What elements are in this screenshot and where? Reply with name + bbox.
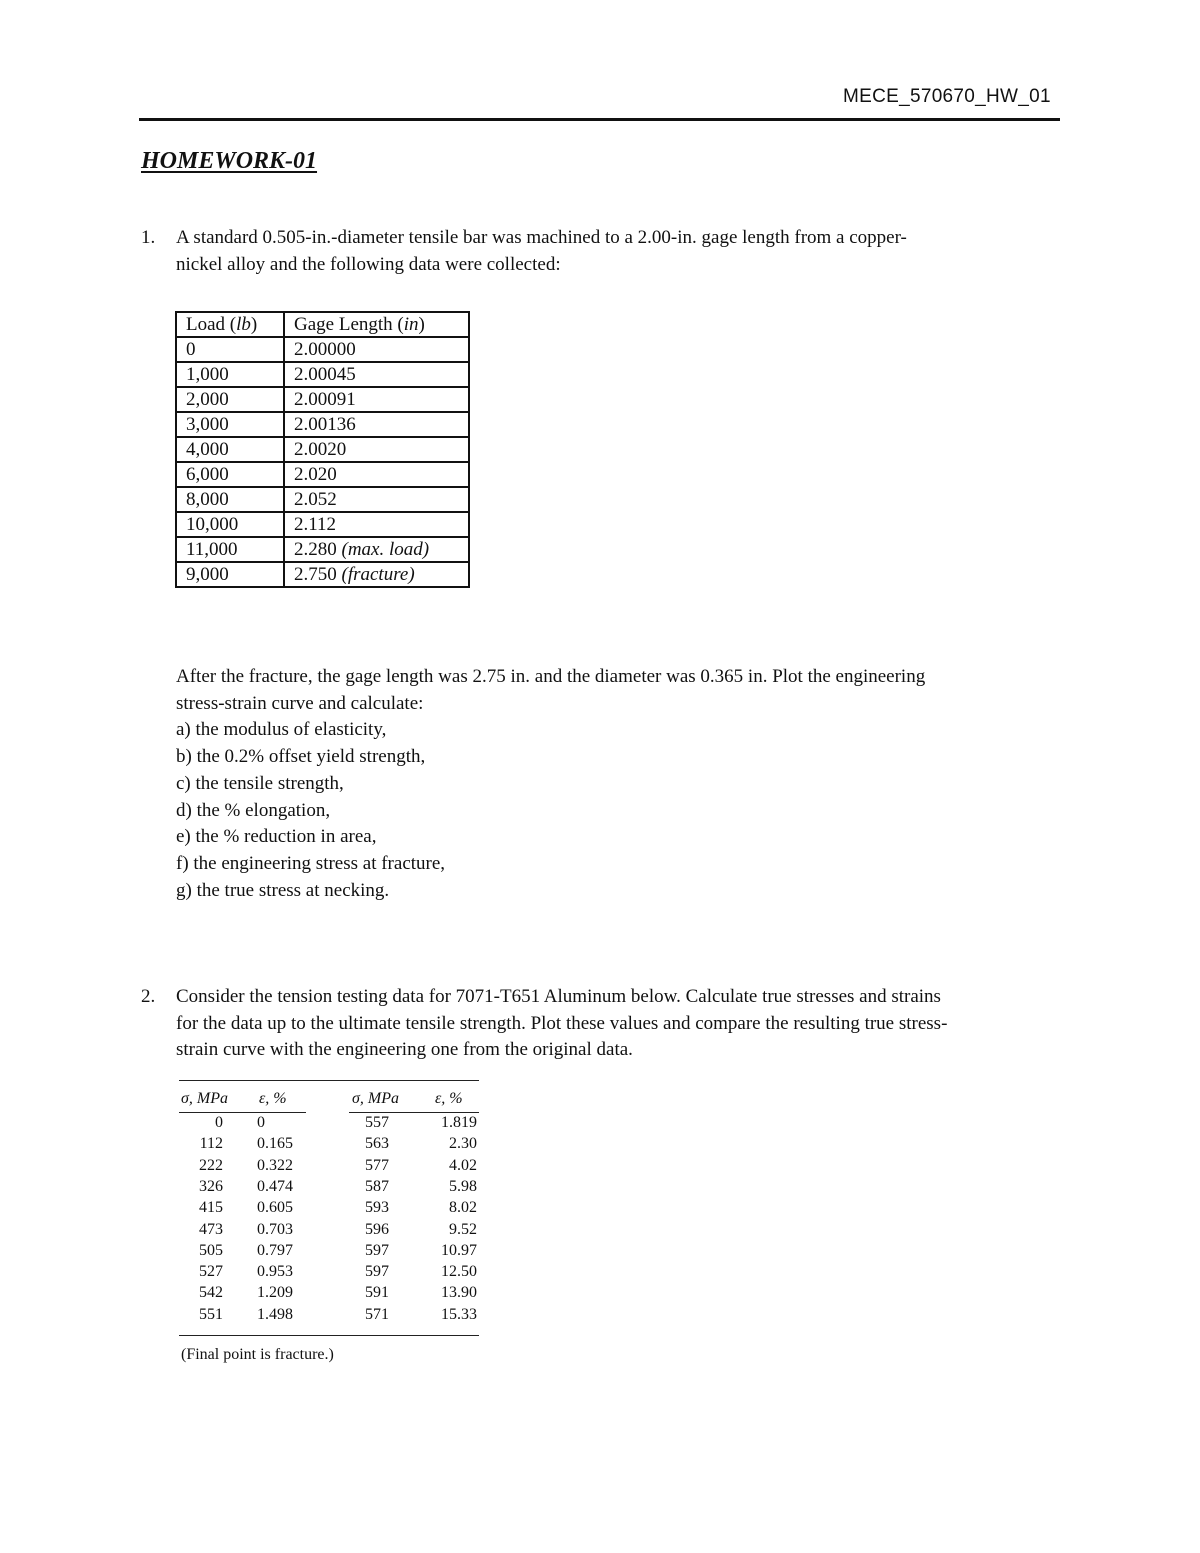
strain-cell: 8.02 — [449, 1199, 477, 1217]
strain-cell: 12.50 — [441, 1263, 477, 1281]
strain-cell: 5.98 — [449, 1177, 477, 1195]
gage-cell — [284, 487, 469, 512]
sigma-cell: 563 — [365, 1135, 389, 1153]
header-sigma-2: σ, MPa — [352, 1090, 399, 1107]
q1-line: A standard 0.505-in.-diameter tensile bar was machined to a 2.00-in. gage length from a copper- — [176, 227, 907, 248]
load-cell: 8,000 — [176, 487, 284, 512]
strain-cell: 0.474 — [257, 1177, 293, 1195]
table-bottom-rule — [179, 1335, 479, 1336]
header-epsilon-2: ε, % — [435, 1090, 463, 1107]
gage-cell — [284, 437, 469, 462]
document-id: MECE_570670_HW_01 — [843, 86, 1051, 107]
sigma-cell: 222 — [199, 1156, 223, 1174]
strain-cell: 0 — [257, 1114, 265, 1131]
q1-line: nickel alloy and the following data were collected: — [176, 253, 561, 275]
header-epsilon-1: ε, % — [259, 1090, 287, 1107]
sigma-cell: 527 — [199, 1263, 223, 1281]
load-cell: 10,000 — [176, 512, 284, 537]
sigma-cell: 571 — [365, 1305, 389, 1323]
load-cell: 6,000 — [176, 462, 284, 487]
q1-part-d: d) the % elongation, — [176, 799, 331, 821]
strain-cell: 0.322 — [257, 1156, 293, 1174]
gage-value: 2.0020 — [294, 439, 347, 460]
strain-cell: 0.797 — [257, 1241, 293, 1259]
q2-text — [176, 984, 1066, 1064]
sigma-cell: 542 — [199, 1284, 223, 1302]
q1-part-a: a) the modulus of elasticity, — [176, 719, 387, 741]
q1-number: 1. — [141, 227, 156, 248]
q1-part-c: c) the tensile strength, — [176, 772, 344, 794]
header-load: Load (lb) — [176, 312, 284, 337]
gage-cell — [284, 337, 469, 362]
gage-value: 2.052 — [294, 489, 337, 510]
strain-cell: 0.953 — [257, 1263, 293, 1281]
load-cell: 0 — [176, 337, 284, 362]
table-row — [176, 462, 469, 487]
load-cell: 4,000 — [176, 437, 284, 462]
gage-note: (fracture) — [341, 564, 415, 585]
q2-line: strain curve with the engineering one from the original data. — [176, 1039, 633, 1060]
table-row — [176, 337, 469, 362]
q1-after-line: After the fracture, the gage length was 2.75 in. and the diameter was 0.365 in. Plot the engineering — [176, 666, 926, 687]
sigma-cell: 557 — [365, 1114, 389, 1131]
table-header-row — [176, 312, 469, 337]
gage-value: 2.112 — [294, 514, 337, 535]
load-gage-table — [175, 311, 470, 588]
header-underline-right — [349, 1112, 479, 1113]
header-underline-left — [179, 1112, 306, 1113]
load-cell: 11,000 — [176, 537, 284, 562]
gage-cell — [284, 512, 469, 537]
gage-cell — [284, 412, 469, 437]
sigma-cell: 473 — [199, 1220, 223, 1238]
strain-cell: 1.498 — [257, 1305, 293, 1323]
load-cell: 9,000 — [176, 562, 284, 587]
strain-cell: 4.02 — [449, 1156, 477, 1174]
table-row — [176, 362, 469, 387]
sigma-cell: 596 — [365, 1220, 389, 1238]
gage-note: (max. load) — [341, 539, 430, 560]
gage-cell — [284, 362, 469, 387]
sigma-cell: 326 — [199, 1177, 223, 1195]
header-rule — [139, 118, 1060, 121]
q2-line: for the data up to the ultimate tensile strength. Plot these values and compare the resulting true stress- — [176, 1012, 948, 1034]
sigma-cell: 0 — [215, 1114, 223, 1131]
strain-cell: 0.605 — [257, 1199, 293, 1217]
gage-value: 2.00000 — [294, 339, 356, 360]
q1-part-f: f) the engineering stress at fracture, — [176, 852, 446, 874]
gage-value: 2.280 — [294, 539, 337, 560]
table-top-rule — [179, 1080, 479, 1081]
sigma-cell: 593 — [365, 1199, 389, 1217]
sigma-cell: 597 — [365, 1263, 389, 1281]
table-row — [176, 437, 469, 462]
table-row — [176, 537, 469, 562]
strain-cell: 15.33 — [441, 1305, 477, 1323]
gage-value: 2.00091 — [294, 389, 356, 410]
gage-value: 2.00136 — [294, 414, 356, 435]
table-row — [176, 387, 469, 412]
sigma-cell: 587 — [365, 1177, 389, 1195]
table-note: (Final point is fracture.) — [181, 1346, 334, 1363]
strain-cell: 0.165 — [257, 1135, 293, 1153]
q1-after-block — [176, 664, 1066, 904]
strain-cell: 2.30 — [449, 1135, 477, 1153]
sigma-cell: 551 — [199, 1305, 223, 1323]
strain-cell: 1.819 — [441, 1114, 477, 1131]
q2-line: Consider the tension testing data for 7071-T651 Aluminum below. Calculate true stresses and strains — [176, 986, 941, 1007]
q2-number: 2. — [141, 986, 156, 1007]
strain-cell: 9.52 — [449, 1220, 477, 1238]
q1-part-b: b) the 0.2% offset yield strength, — [176, 746, 426, 768]
load-cell: 3,000 — [176, 412, 284, 437]
gage-value: 2.00045 — [294, 364, 356, 385]
sigma-cell: 591 — [365, 1284, 389, 1302]
table-row — [176, 487, 469, 512]
table-row — [176, 562, 469, 587]
strain-cell: 0.703 — [257, 1220, 293, 1238]
sigma-cell: 597 — [365, 1241, 389, 1259]
table-row — [176, 412, 469, 437]
q1-part-g: g) the true stress at necking. — [176, 879, 390, 901]
gage-value: 2.020 — [294, 464, 337, 485]
sigma-cell: 112 — [199, 1135, 223, 1153]
sigma-cell: 505 — [199, 1241, 223, 1259]
strain-cell: 10.97 — [441, 1241, 477, 1259]
gage-cell — [284, 462, 469, 487]
gage-cell — [284, 562, 469, 587]
gage-value: 2.750 — [294, 564, 337, 585]
strain-cell: 13.90 — [441, 1284, 477, 1302]
header-sigma-1: σ, MPa — [181, 1090, 228, 1107]
gage-cell — [284, 387, 469, 412]
sigma-cell: 577 — [365, 1156, 389, 1174]
q1-part-e: e) the % reduction in area, — [176, 826, 377, 848]
table-row — [176, 512, 469, 537]
sigma-cell: 415 — [199, 1199, 223, 1217]
q1-after-line: stress-strain curve and calculate: — [176, 692, 424, 714]
page-title: HOMEWORK-01 — [141, 148, 318, 174]
load-cell: 2,000 — [176, 387, 284, 412]
header-gage: Gage Length (in) — [284, 312, 469, 337]
gage-cell — [284, 537, 469, 562]
q1-text — [176, 225, 1066, 278]
load-cell: 1,000 — [176, 362, 284, 387]
strain-cell: 1.209 — [257, 1284, 293, 1302]
